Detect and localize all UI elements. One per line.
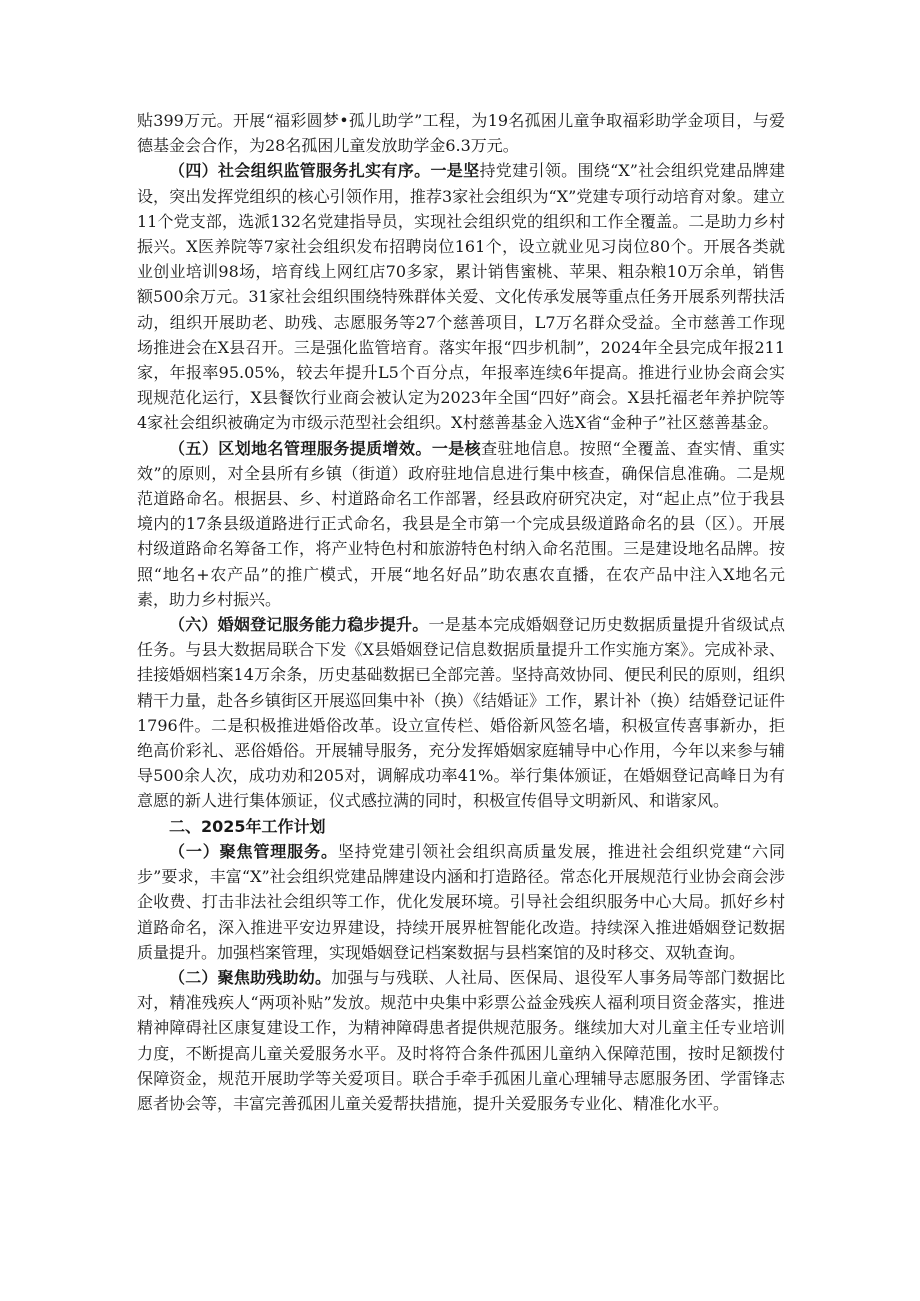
paragraph-text: 一是基本完成婚姻登记历史数据质量提升省级试点任务。与县大数据局联合下发《X县婚姻登记信息数据质量提升工作实施方案》。完成补录、挂接婚姻档案14万余条，历史基础数据已全部完善。坚持高效协同、便民利民的原则，组织精干力量，赴各乡镇街区开展巡回集中补（换）《结婚证》工作，累计补（换）结婚登记证件1796件。二是积极推进婚俗改革。设立宣传栏、婚俗新风签名墙，积极宣传喜事新办，拒绝高价彩礼、恶俗婚俗。开展辅导服务，充分发挥婚姻家庭辅导中心作用，今年以来参与辅导500余人次，成功劝和205对，调解成功率41%。举行集体颁证，在婚姻登记高峰日为有意愿的新人进行集体颁证，仪式感拉满的同时，积极宣传倡导文明新风、和谐家风。 bbox=[137, 615, 786, 811]
paragraph-text: 坚持党建引领社会组织高质量发展，推进社会组织党建“六同步”要求，丰富“X”社会组织党建品牌建设内涵和打造路径。常态化开展规范行业协会商会涉企收费、打击非法社会组织等工作，优化发展环境。引导社会组织服务中心大局。抓好乡村道路命名，深入推进平安边界建设，持续开展界桩智能化改造。持续深入推进婚姻登记数据质量提升。加强档案管理，实现婚姻登记档案数据与县档案馆的及时移交、双轨查询。 bbox=[137, 841, 785, 962]
paragraph-social-org-supervision bbox=[137, 158, 785, 435]
paragraph-text: 加强与与残联、人社局、医保局、退役军人事务局等部门数据比对，精准残疾人“两项补贴”发放。规范中央集中彩票公益金残疾人福利项目资金落实，推进精神障碍社区康复建设工作，为精神障碍患者提供规范服务。继续加大对儿童主任专业培训力度，不断提高儿童关爱服务水平。及时将符合条件孤困儿童纳入保障范围，按时足额拨付保障资金，规范开展助学等关爱项目。联合手牵手孤困儿童心理辅导志愿服务团、学雷锋志愿者协会等，丰富完善孤困儿童关爱帮扶措施，提升关爱服务专业化、精准化水平。 bbox=[137, 967, 785, 1113]
paragraph-marriage-registration bbox=[137, 612, 785, 814]
paragraph-text: 贴399万元。开展“福彩圆梦•孤儿助学”工程，为19名孤困儿童争取福彩助学金项目，与爱德基金会合作，为28名孤困儿童发放助学金6.3万元。 bbox=[137, 111, 785, 156]
paragraph-lead: 一是核 bbox=[431, 438, 482, 458]
paragraph-continued bbox=[137, 108, 785, 158]
paragraph-disability-children bbox=[137, 965, 785, 1116]
paragraph-text: 持党建引领。围绕“X”社会组织党建品牌建设，突出发挥党组织的核心引领作用，推荐3家社会组织为“X”党建专项行动培育对象。建立11个党支部，选派132名党建指导员，实现社会组织党的组织和工作全覆盖。二是助力乡村振兴。X医养院等7家社会组织发布招聘岗位161个，设立就业见习岗位80个。开展各类就业创业培训98场，培育线上网红店70多家，累计销售蜜桃、苹果、粗杂粮10万余单，销售额500余万元。31家社会组织围绕特殊群体关爱、文化传承发展等重点任务开展系列帮扶活动，组织开展助老、助残、志愿服务等27个慈善项目，L7万名群众受益。全市慈善工作现场推进会在X县召开。三是强化监管培育。落实年报“四步机制”，2024年全县完成年报211家，年报率95.05%，较去年提升L5个百分点，年报率连续6年提高。推进行业协会商会实现规范化运行，X县餐饮行业商会被认定为2023年全国“四好”商会。X县托福老年养护院等4家社会组织被确定为市级示范型社会组织。X村慈善基金入选X省“金种子”社区慈善基金。 bbox=[137, 161, 785, 433]
document-page bbox=[137, 108, 785, 1116]
paragraph-lead: 一是坚 bbox=[430, 161, 480, 181]
paragraph-heading: （五）区划地名管理服务提质增效。 bbox=[169, 438, 432, 458]
paragraph-text: 查驻地信息。按照“全覆盖、查实情、重实效”的原则，对全县所有乡镇（街道）政府驻地信息进行集中核查，确保信息准确。二是规范道路命名。根据县、乡、村道路命名工作部署，经县政府研究决定，对“起止点”位于我县境内的17条县级道路进行正式命名，我县是全市第一个完成县级道路命名的县（区）。开展村级道路命名筹备工作，将产业特色村和旅游特色村纳入命名范围。三是建设地名品牌。按照“地名+农产品”的推广模式，开展“地名好品”助农惠农直播，在农产品中注入X地名元素，助力乡村振兴。 bbox=[137, 438, 785, 609]
paragraph-heading: （一）聚焦管理服务。 bbox=[169, 841, 338, 861]
paragraph-heading: （四）社会组织监管服务扎实有序。 bbox=[169, 161, 431, 181]
paragraph-management-service bbox=[137, 839, 785, 965]
paragraph-heading: （二）聚焦助残助幼。 bbox=[169, 967, 332, 987]
section-title: 二、2025年工作计划 bbox=[169, 816, 326, 836]
paragraph-heading: （六）婚姻登记服务能力稳步提升。 bbox=[169, 615, 429, 635]
paragraph-place-name-management bbox=[137, 436, 785, 612]
